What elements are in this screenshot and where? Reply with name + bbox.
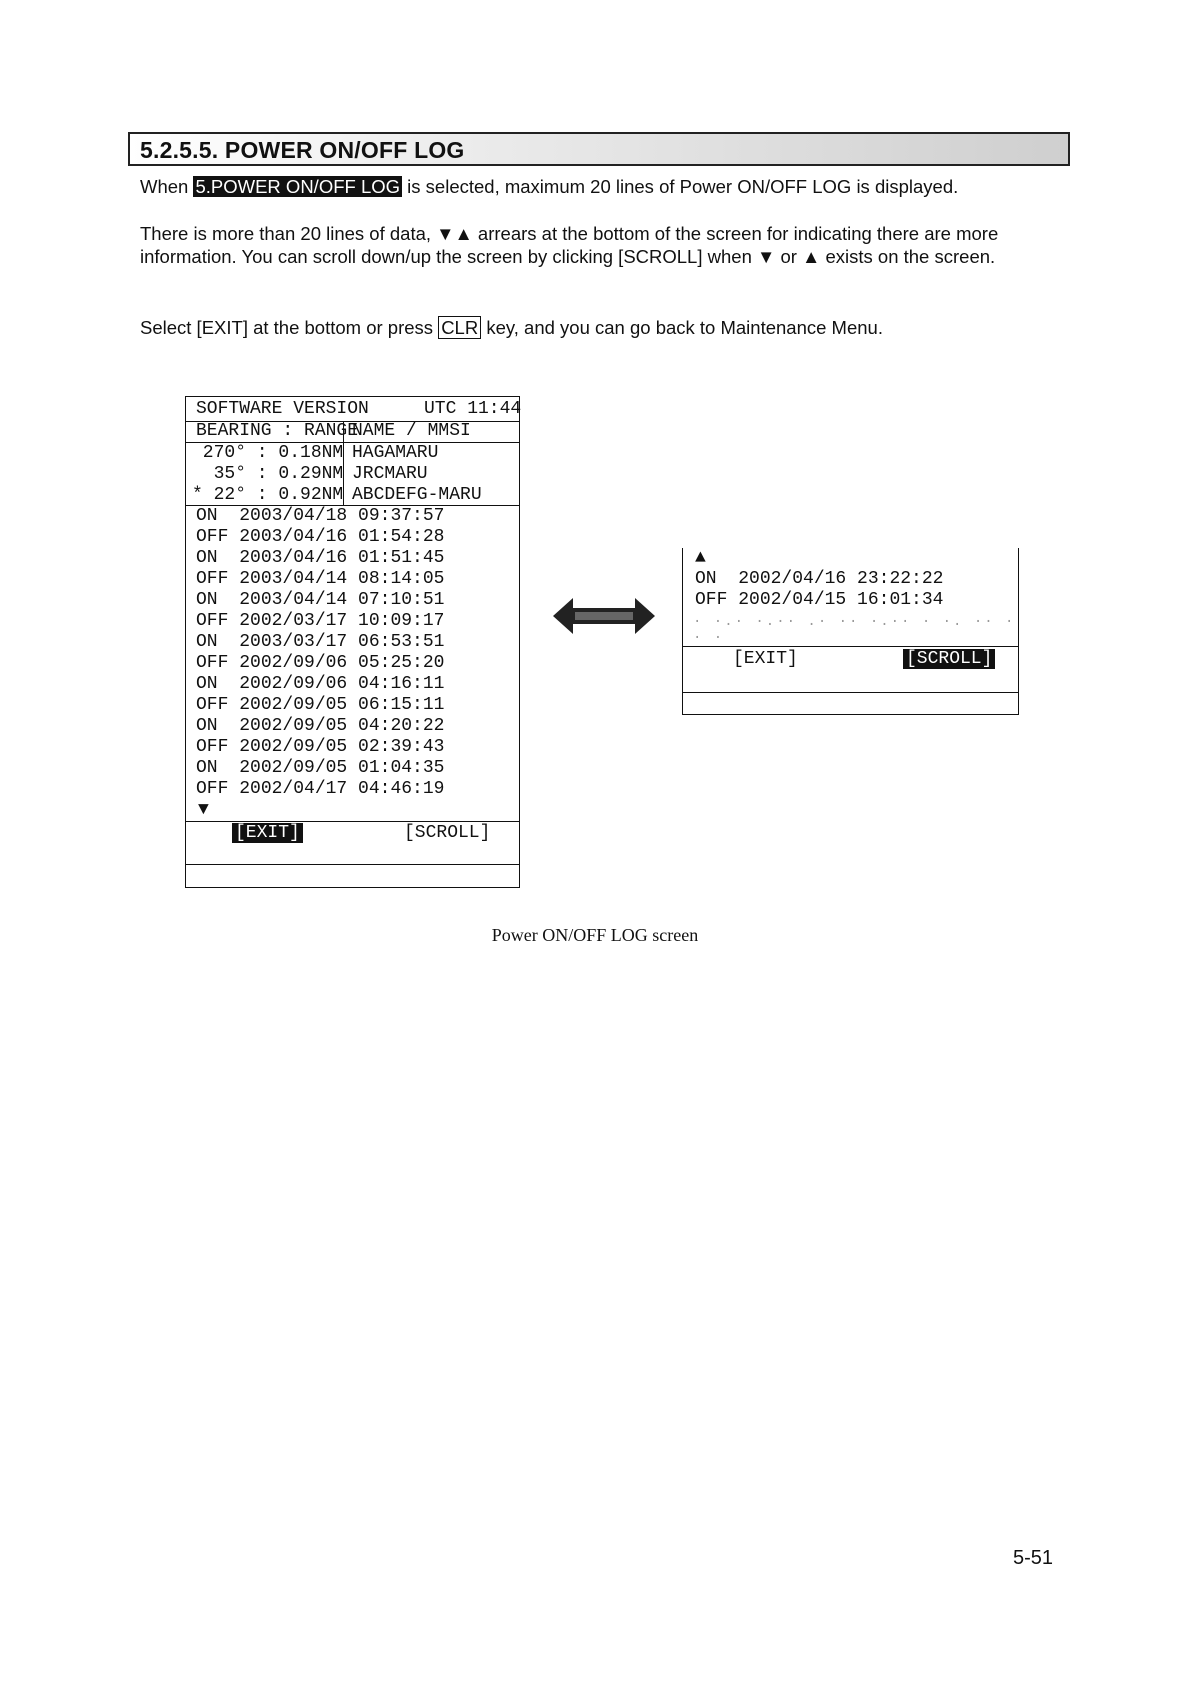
figure-caption: Power ON/OFF LOG screen [491, 925, 699, 945]
log-row: ON 2002/09/06 04:16:11 [196, 674, 445, 694]
log-row: OFF 2003/04/16 01:54:28 [196, 527, 445, 547]
paragraph-1: When 5.POWER ON/OFF LOG is selected, maximum 20 lines of Power ON/OFF LOG is displayed. [140, 176, 959, 197]
log-row: OFF 2002/04/15 16:01:34 [695, 590, 944, 610]
log-row: ON 2003/04/14 07:10:51 [196, 590, 445, 610]
log-row: ON 2003/04/16 01:51:45 [196, 548, 445, 568]
log-row: OFF 2002/04/17 04:46:19 [196, 779, 445, 799]
scroll-down-indicator-icon: ▼ [198, 800, 209, 820]
exit-button[interactable]: [EXIT] [733, 649, 798, 669]
target-bearing: 35° : 0.29NM [192, 464, 344, 484]
target-bearing: 270° : 0.18NM [192, 443, 344, 463]
log-row: ON 2002/09/05 04:20:22 [196, 716, 445, 736]
faint-scan-noise: · ·.· ·.·· .· ·· ·.·· · ·. ·· · · · [693, 614, 1016, 646]
log-row: ON 2003/04/18 09:37:57 [196, 506, 445, 526]
log-screen-page-2 [682, 548, 1019, 715]
exit-button[interactable]: [EXIT] [232, 823, 303, 844]
scroll-up-indicator-icon: ▲ [695, 548, 706, 568]
log-row: OFF 2002/09/06 05:25:20 [196, 653, 445, 673]
menu-item-highlight: 5.POWER ON/OFF LOG [195, 176, 401, 197]
utc-time: UTC 11:44 [424, 399, 522, 419]
page-number: 5-51 [1012, 1547, 1053, 1569]
target-name: ABCDEFG-MARU [352, 485, 482, 505]
clr-key: CLR [438, 316, 481, 339]
bearing-range-header: BEARING : RANGE [196, 421, 359, 441]
section-header [128, 132, 1070, 166]
scroll-button[interactable]: [SCROLL] [903, 649, 995, 670]
scroll-button[interactable]: [SCROLL] [404, 823, 491, 843]
software-version-title: SOFTWARE VERSION [196, 399, 369, 419]
name-mmsi-header: NAME / MMSI [352, 421, 471, 441]
double-arrow-icon [553, 596, 655, 636]
target-name: HAGAMARU [352, 443, 439, 463]
log-row: OFF 2002/09/05 02:39:43 [196, 737, 445, 757]
paragraph-3: Select [EXIT] at the bottom or press CLR key, and you can go back to Maintenance Menu. [140, 317, 883, 338]
paragraph-2: There is more than 20 lines of data, ▼▲ arrears at the bottom of the screen for indicating there are more information. You can scroll down/up the screen by clicking [SCROLL] when ▼ or ▲ exists on the screen. [140, 223, 999, 267]
log-row: OFF 2002/03/17 10:09:17 [196, 611, 445, 631]
log-row: OFF 2003/04/14 08:14:05 [196, 569, 445, 589]
log-row: ON 2002/04/16 23:22:22 [695, 569, 944, 589]
log-row: ON 2002/09/05 01:04:35 [196, 758, 445, 778]
target-name: JRCMARU [352, 464, 428, 484]
log-screen-page-1 [185, 396, 520, 888]
log-row: OFF 2002/09/05 06:15:11 [196, 695, 445, 715]
target-bearing: * 22° : 0.92NM [192, 485, 344, 505]
log-row: ON 2003/03/17 06:53:51 [196, 632, 445, 652]
section-title: 5.2.5.5. POWER ON/OFF LOG [140, 137, 465, 163]
